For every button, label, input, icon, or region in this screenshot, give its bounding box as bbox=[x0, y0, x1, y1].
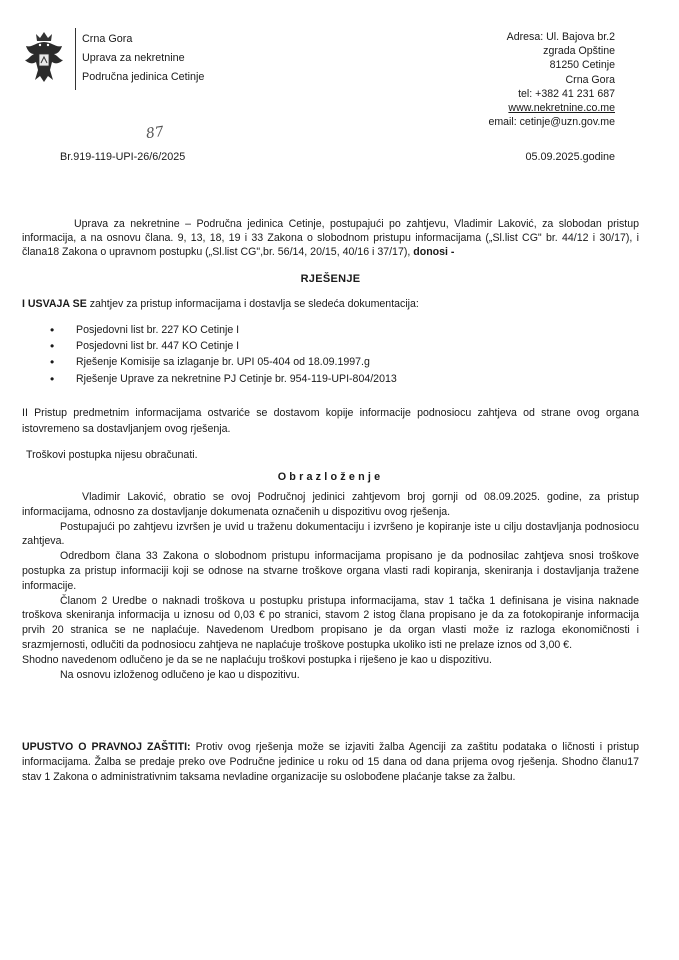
handwritten-annotation: 87 bbox=[144, 123, 165, 143]
list-item: • Rješenje Uprave za nekretnine PJ Cetinje br. 954-119-UPI-804/2013 bbox=[50, 371, 397, 387]
issuer-unit: Područna jedinica Cetinje bbox=[82, 71, 205, 83]
issuer-country: Crna Gora bbox=[82, 33, 133, 45]
costs-statement: Troškovi postupka nijesu obračunati. bbox=[26, 449, 198, 461]
email-address: email: cetinje@uzn.gov.me bbox=[488, 116, 615, 129]
document-title: RJEŠENJE bbox=[300, 273, 361, 285]
contact-block bbox=[488, 30, 615, 129]
reasoning-paragraph-4: Članom 2 Uredbe o naknadi troškova u postupku pristupa informacijama, stav 1 tačka 1 definisana je visina naknade troškova skeniranja informacija u iznosu od 0,03 € po stranici, stavom 2 istog člana propisano je da za fotokopiranje informacija prvih 20 stranica se ne naplaćuje. Navedenom Uredbom propisano je da organ vlasti može iz razloga ekonomičnosti i srazmjernosti, odlučiti da podnosiocu zahtjeva ne naplaćuje troškove postupka ukoliko isti ne prelaze iznos od 3,00 €. bbox=[22, 594, 639, 651]
intro-bold-end: donosi - bbox=[413, 246, 455, 258]
intro-paragraph bbox=[22, 217, 639, 259]
reasoning-title: Obrazloženje bbox=[277, 471, 384, 483]
list-item: • Posjedovni list br. 227 KO Cetinje I bbox=[50, 322, 397, 338]
decision-lead-bold: I USVAJA SE bbox=[22, 298, 87, 310]
reasoning-paragraph-1: Vladimir Laković, obratio se ovoj Područnoj jedinici zahtjevom broj gornji od 08.09.2025. godine, za pristup informacijama, odnosno za dostavljanje dokumenata označenih u dispozitivu ovog rješenja. bbox=[22, 491, 639, 518]
header-divider bbox=[75, 28, 76, 90]
list-item: • Rješenje Komisije sa izlaganje br. UPI 05-404 od 18.09.1997.g bbox=[50, 354, 397, 370]
website-link[interactable]: www.nekretnine.co.me bbox=[508, 102, 615, 115]
address-country: Crna Gora bbox=[565, 73, 615, 86]
address-city: 81250 Cetinje bbox=[549, 59, 615, 72]
address-street: Adresa: Ul. Bajova br.2 bbox=[506, 31, 615, 43]
decision-lead-text: zahtjev za pristup informacijama i dostavlja se sledeća dokumentacija: bbox=[89, 298, 419, 310]
list-item: • Posjedovni list br. 447 KO Cetinje I bbox=[50, 338, 397, 354]
access-paragraph: II Pristup predmetnim informacijama ostvariće se dostavom kopije informacije podnosiocu zahtjeva od strane ovog organa istovremeno sa dostavljanjem ovog rješenja. bbox=[22, 407, 639, 435]
reasoning-paragraph-5: Shodno navedenom odlučeno je da se ne naplaćuju troškovi postupka i riješeno je kao u dispozitivu. bbox=[22, 653, 492, 666]
reasoning-paragraph-3: Odredbom člana 33 Zakona o slobodnom pristupu informacijama propisano je da podnosilac zahtjeva snosi troškove postupka za pristup informaciji koji se odnose na stvarne troškove organa vlasti radi kopiranja, skeniranja i dostavljanja tražene informacije. bbox=[22, 550, 639, 592]
reasoning-paragraph-6: Na osnovu izloženog odlučeno je kao u dispozitivu. bbox=[60, 668, 300, 681]
reasoning-body bbox=[22, 490, 639, 682]
document-date: 05.09.2025.godine bbox=[525, 151, 615, 163]
reasoning-paragraph-2: Postupajući po zahtjevu izvršen je uvid u traženu dokumentaciju i izvršeno je kopiranje iste u cilju dostavljanja podnosiocu zahtjeva. bbox=[22, 520, 639, 548]
intro-text: Uprava za nekretnine – Područna jedinica Cetinje, postupajući po zahtjevu, Vladimir Laković, za slobodan pristup informacija, a na osnovu člana. 9, 13, 18, 19 i 33 Zakona o slobodnom pristupu informacijama („Sl.list CG" br. 44/12 i 30/17), i člana18 Zakona o upravnom postupku („Sl.list CG",br. 56/14, 20/15, 40/16 i 37/17), bbox=[22, 218, 639, 258]
legal-remedy-text: Protiv ovog rješenja može se izjaviti žalba Agenciji za zaštitu podataka o ličnosti i pristup informacijama. Žalba se predaje preko ove Područne jedinice u roku od 15 dana od dana prijema ovog rješenja. Shodno članu17 stav 1 Zakona o administrativnim taksama nevladine organizacije su oslobođene plaćanje takse za žalbu. bbox=[22, 741, 639, 783]
decision-lead bbox=[22, 297, 419, 311]
reference-number: Br.919-119-UPI-26/6/2025 bbox=[60, 151, 186, 163]
legal-remedy-paragraph bbox=[22, 740, 639, 785]
phone-number: tel: +382 41 231 687 bbox=[518, 87, 615, 100]
issuer-agency: Uprava za nekretnine bbox=[82, 52, 185, 64]
legal-remedy-label: UPUSTVO O PRAVNOJ ZAŠTITI: bbox=[22, 741, 191, 753]
address-building: zgrada Opštine bbox=[543, 45, 615, 58]
issuer-block bbox=[82, 30, 204, 87]
coat-of-arms-emblem bbox=[22, 30, 66, 84]
documents-list bbox=[50, 322, 397, 387]
